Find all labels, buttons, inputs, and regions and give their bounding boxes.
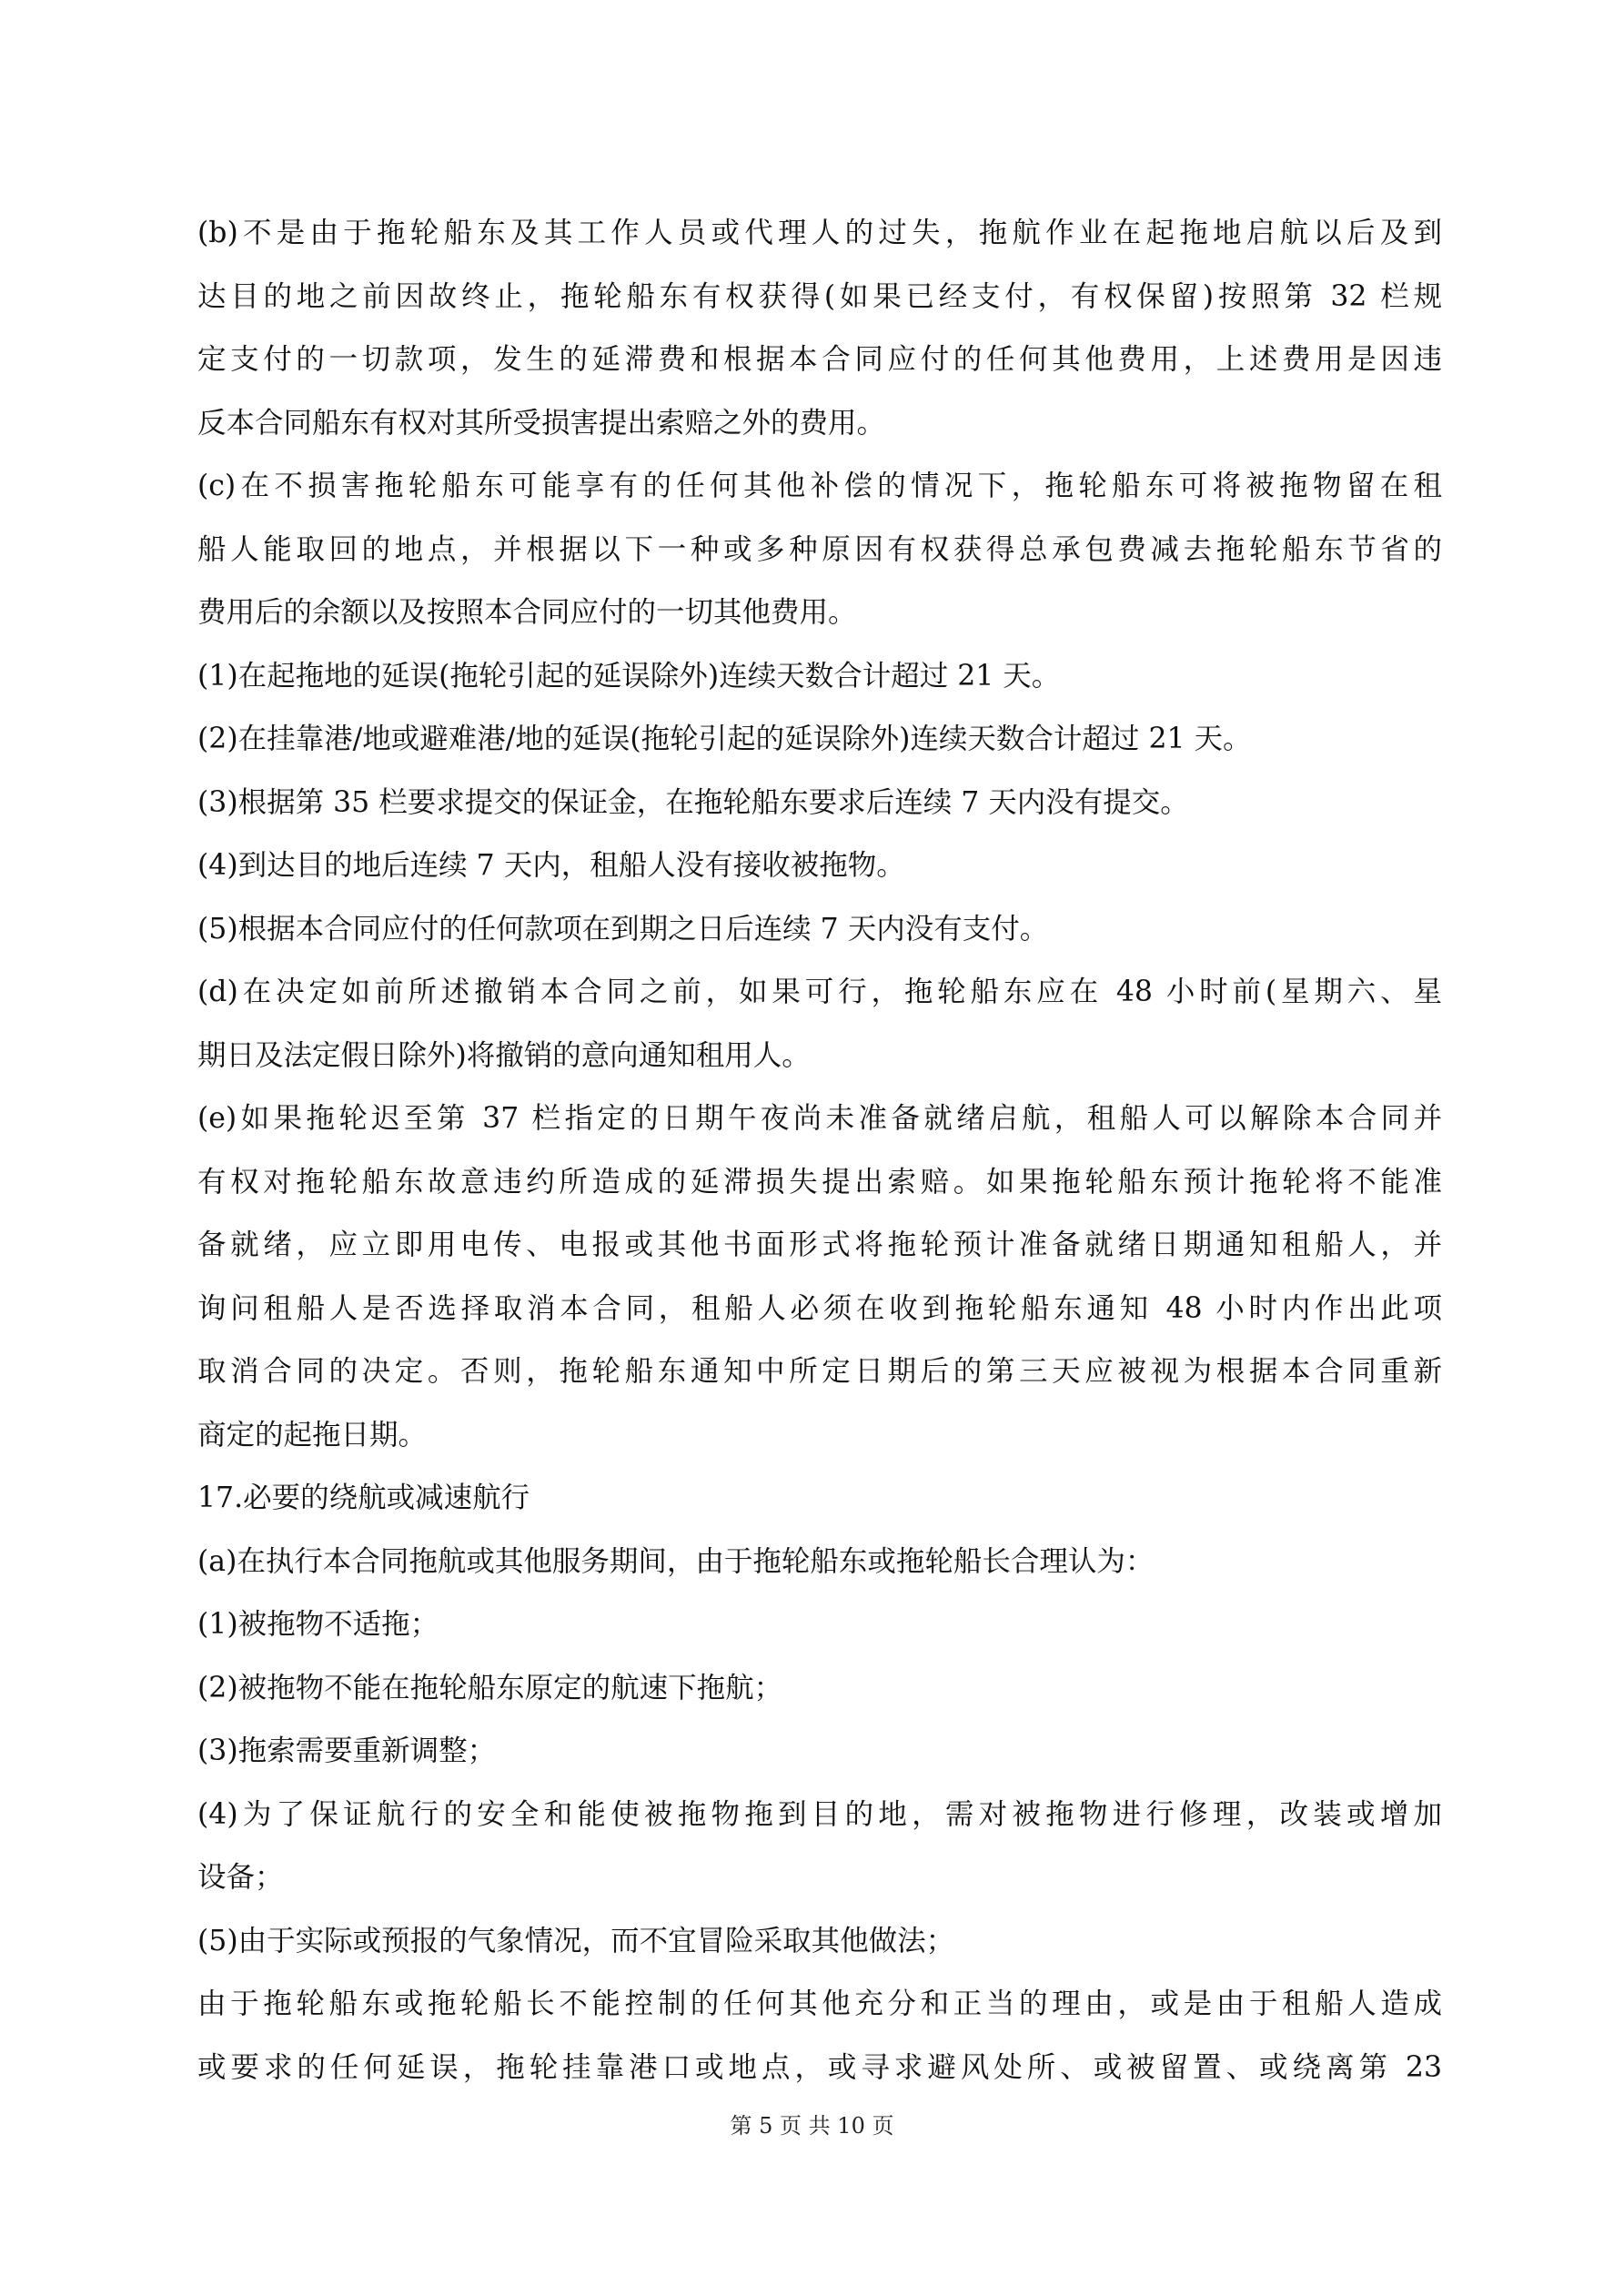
text-line: 或要求的任何延误，拖轮挂靠港口或地点，或寻求避风处所、或被留置、或绕离第 23: [197, 2050, 1442, 2084]
text-line: (5)由于实际或预报的气象情况，而不宜冒险采取其他做法；: [197, 1924, 955, 1957]
text-line: 达目的地之前因故终止，拖轮船东有权获得(如果已经支付，有权保留)按照第 32 栏规: [197, 279, 1442, 313]
text-line: 定支付的一切款项，发生的延滞费和根据本合同应付的任何其他费用，上述费用是因违: [197, 343, 1442, 376]
text-line: 17.必要的绕航或减速航行: [197, 1482, 530, 1514]
text-line: (4)到达目的地后连续 7 天内，租船人没有接收被拖物。: [197, 849, 905, 882]
text-line: 由于拖轮船东或拖轮船长不能控制的任何其他充分和正当的理由，或是由于租船人造成: [197, 1988, 1442, 2020]
text-line: (1)被拖物不适拖；: [197, 1608, 439, 1641]
text-line: (b)不是由于拖轮船东及其工作人员或代理人的过失，拖航作业在起拖地启航以后及到: [197, 217, 1442, 249]
text-line: (4)为了保证航行的安全和能使被拖物拖到目的地，需对被拖物进行修理，改装或增加: [197, 1797, 1442, 1831]
text-line: (a)在执行本合同拖航或其他服务期间，由于拖轮船东或拖轮船长合理认为：: [197, 1544, 1155, 1578]
document-body: [197, 202, 1442, 2099]
text-line: (c)在不损害拖轮船东可能享有的任何其他补偿的情况下，拖轮船东可将被拖物留在租: [197, 470, 1442, 502]
text-line: (e)如果拖轮迟至第 37 栏指定的日期午夜尚未准备就绪启航，租船人可以解除本合同并: [197, 1102, 1442, 1135]
text-line: 船人能取回的地点，并根据以下一种或多种原因有权获得总承包费减去拖轮船东节省的: [197, 532, 1442, 566]
text-line: (d)在决定如前所述撤销本合同之前，如果可行，拖轮船东应在 48 小时前(星期六、星: [197, 976, 1442, 1008]
text-line: 反本合同船东有权对其所受损害提出索赔之外的费用。: [197, 406, 886, 440]
text-line: 有权对拖轮船东故意违约所造成的延滞损失提出索赔。如果拖轮船东预计拖轮将不能准: [197, 1165, 1442, 1199]
text-line: 询问租船人是否选择取消本合同，租船人必须在收到拖轮船东通知 48 小时内作出此项: [197, 1291, 1442, 1325]
text-line: (3)根据第 35 栏要求提交的保证金，在拖轮船东要求后连续 7 天内没有提交。: [197, 785, 1189, 819]
text-line: (1)在起拖地的延误(拖轮引起的延误除外)连续天数合计超过 21 天。: [197, 659, 1061, 693]
text-line: (3)拖索需要重新调整；: [197, 1735, 497, 1767]
text-line: 期日及法定假日除外)将撤销的意向通知租用人。: [197, 1038, 811, 1072]
text-line: 设备；: [197, 1861, 284, 1894]
text-line: 商定的起拖日期。: [197, 1418, 428, 1451]
text-line: 费用后的余额以及按照本合同应付的一切其他费用。: [197, 596, 857, 629]
text-line: (2)在挂靠港/地或避难港/地的延误(拖轮引起的延误除外)连续天数合计超过 21 天。: [197, 723, 1252, 755]
text-line: 取消合同的决定。否则，拖轮船东通知中所定日期后的第三天应被视为根据本合同重新: [197, 1355, 1442, 1388]
text-line: (2)被拖物不能在拖轮船东原定的航速下拖航；: [197, 1671, 783, 1704]
text-line: (5)根据本合同应付的任何款项在到期之日后连续 7 天内没有支付。: [197, 912, 1049, 946]
text-line: 备就绪，应立即用电传、电报或其他书面形式将拖轮预计准备就绪日期通知租船人，并: [197, 1229, 1442, 1261]
page-footer: 第 5 页 共 10 页: [730, 2113, 894, 2139]
